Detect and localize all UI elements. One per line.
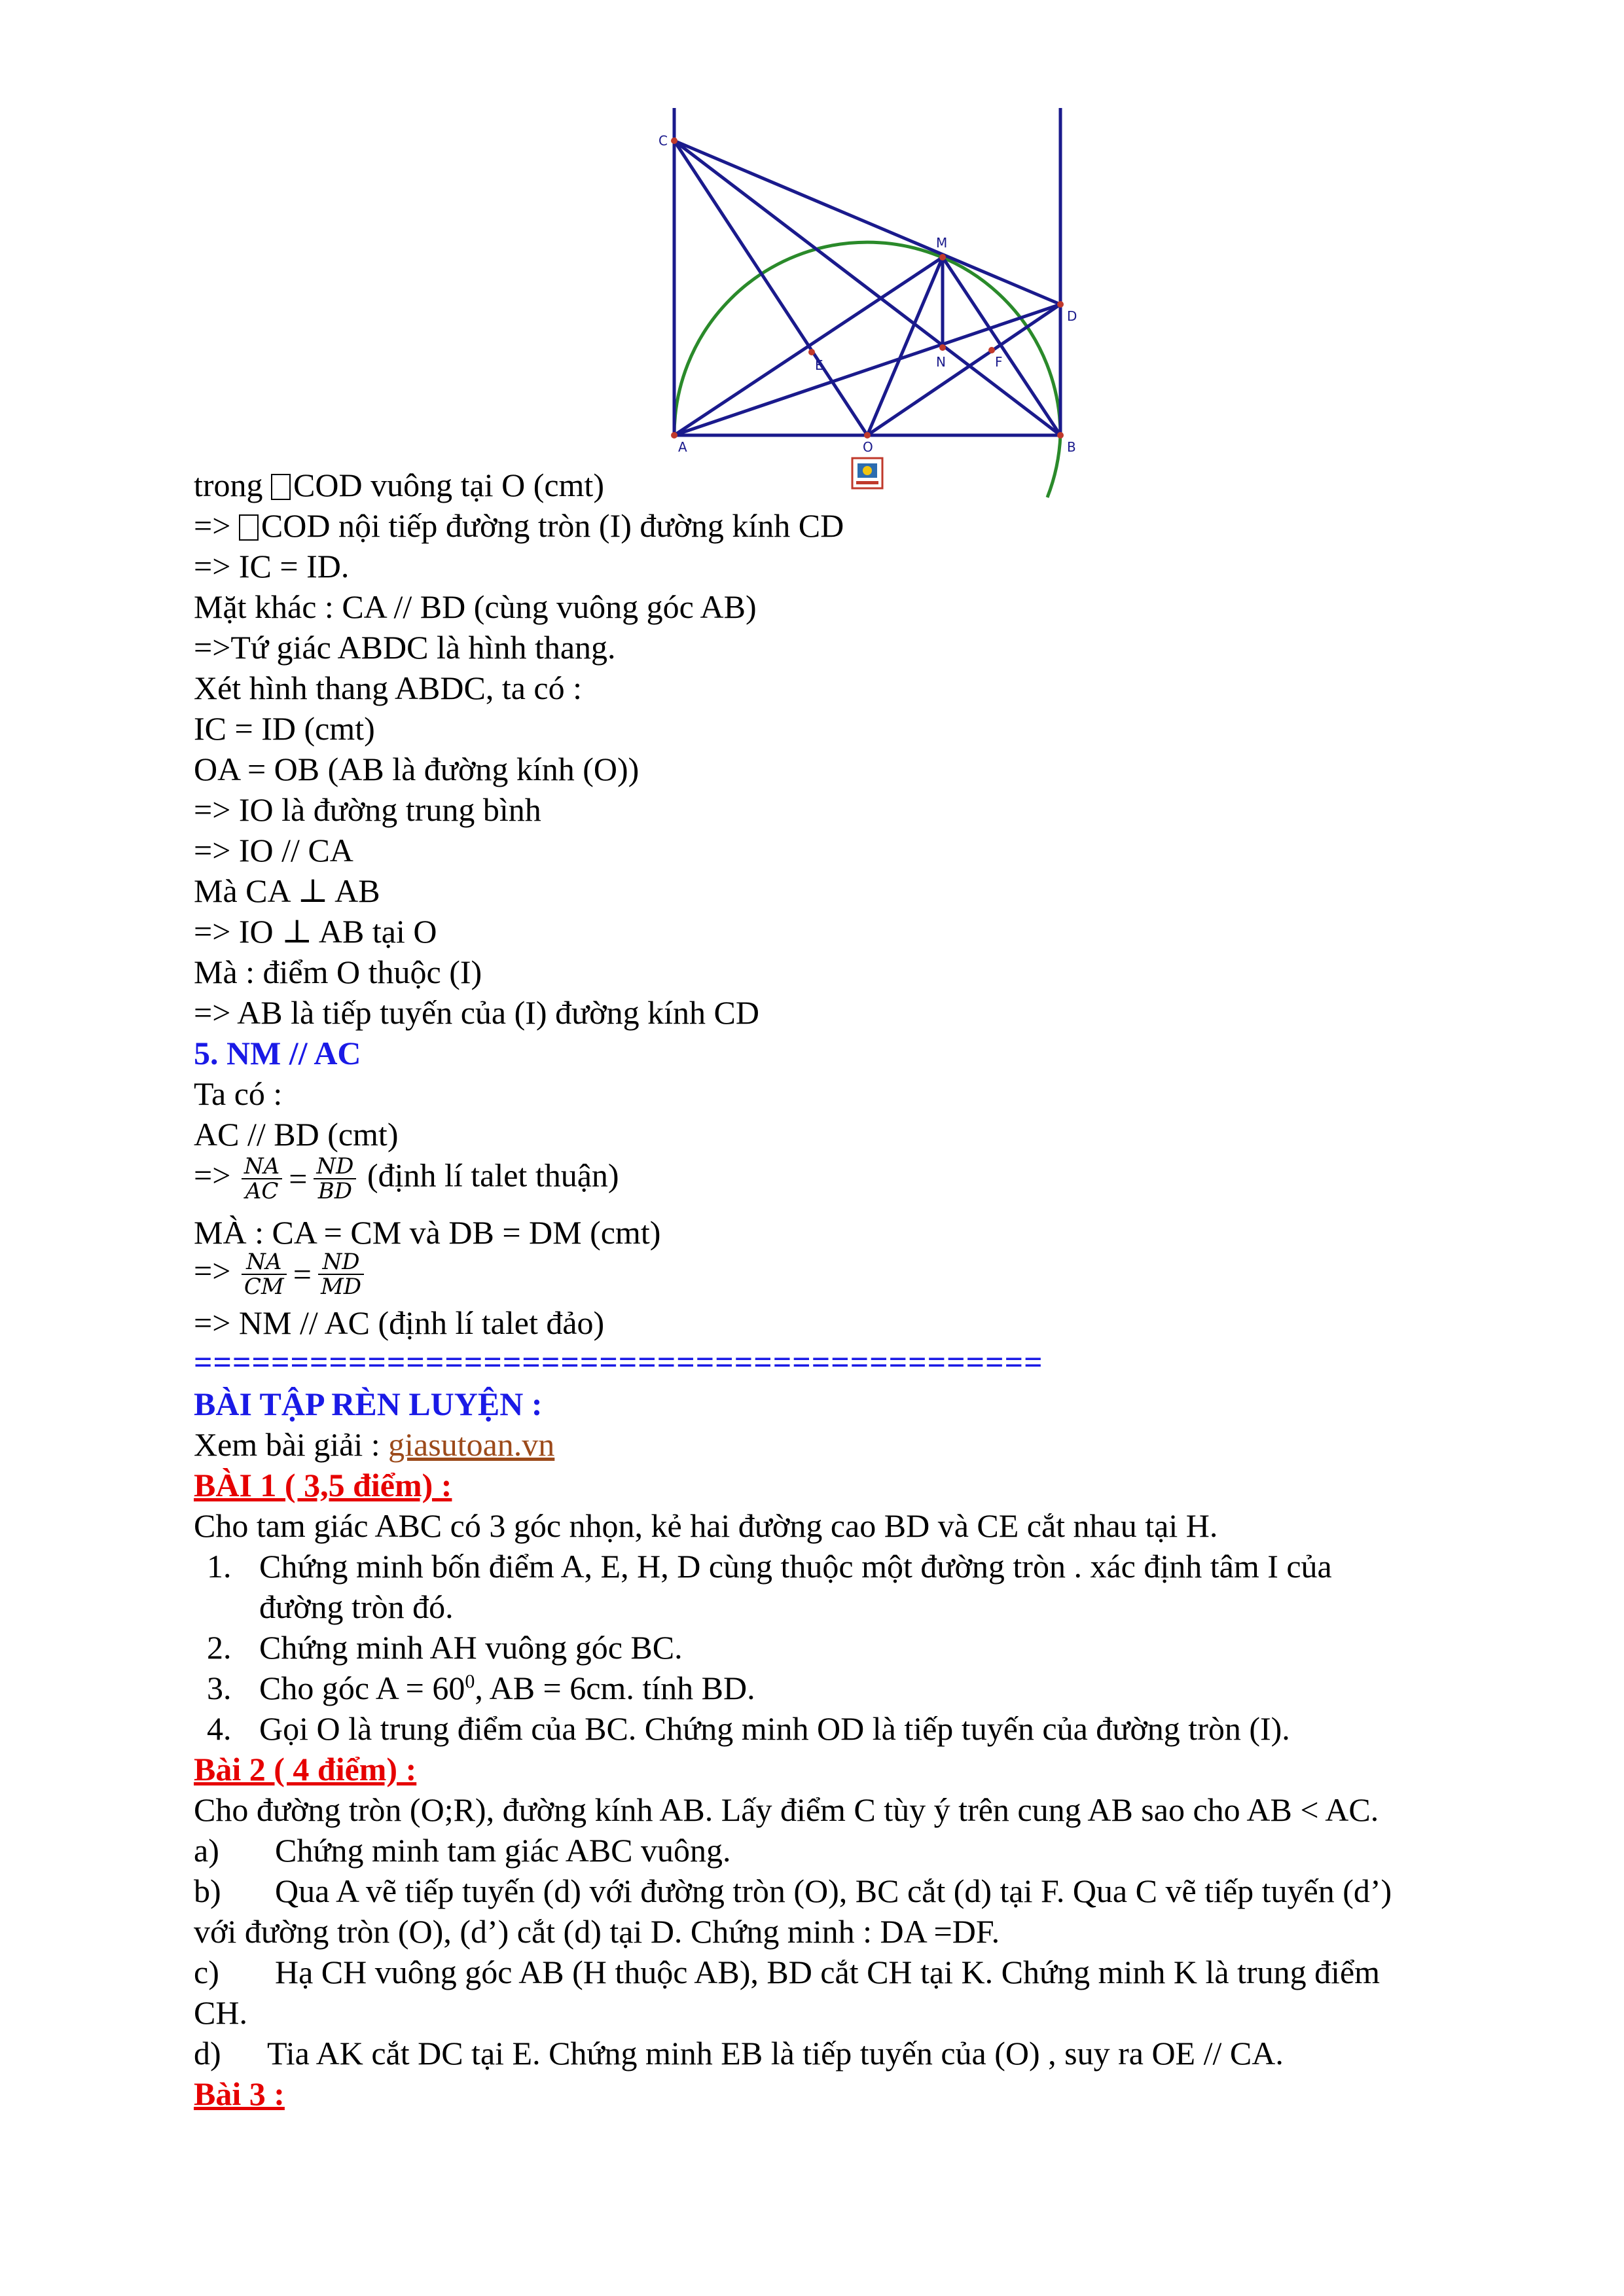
point-label-n: N <box>936 354 946 370</box>
segment-co <box>674 141 867 435</box>
bai2-item-b-cont: với đường tròn (O), (d’) cắt (d) tại D. Chứng minh : DA =DF. <box>194 1913 1000 1950</box>
geometry-diagram <box>655 105 1087 504</box>
point-label-o: O <box>863 439 873 455</box>
bai2-item-c-cont: CH. <box>194 1994 247 2031</box>
proof-line-5: =>Tứ giác ABDC là hình thang. <box>194 629 616 666</box>
proof-line-1: trong COD vuông tại O (cmt) <box>194 467 604 503</box>
solution-link[interactable]: giasutoan.vn <box>388 1426 555 1463</box>
segment-cd <box>674 141 1060 304</box>
segment-ad <box>674 304 1060 435</box>
part5-line-4: MÀ : CA = CM và DB = DM (cmt) <box>194 1214 661 1251</box>
geometry-figure <box>655 105 1087 504</box>
segment-am <box>674 257 943 435</box>
part5-line-1: Ta có : <box>194 1075 283 1112</box>
fraction-na-ac: $\frac{NA}{AC}$ <box>242 1155 282 1203</box>
bai1-intro: Cho tam giác ABC có 3 góc nhọn, kẻ hai đường cao BD và CE cắt nhau tại H. <box>194 1507 1218 1544</box>
bai2-title: Bài 2 ( 4 điểm) : <box>194 1751 417 1787</box>
proof-line-4: Mặt khác : CA // BD (cùng vuông góc AB) <box>194 588 757 625</box>
point-label-c: C <box>659 133 668 149</box>
proof-line-2: => COD nội tiếp đường tròn (I) đường kính CD <box>194 507 844 544</box>
logo-icon <box>852 458 882 488</box>
bai2-item-b: b) Qua A vẽ tiếp tuyến (d) với đường tròn (O), BC cắt (d) tại F. Qua C vẽ tiếp tuyến (d’) <box>194 1873 1392 1909</box>
part5-fraction-line-1: => $\frac{NA}{AC}$ = $\frac{ND}{BD}$ (định lí talet thuận) <box>194 1153 619 1204</box>
part5-line-6: => NM // AC (định lí talet đảo) <box>194 1304 605 1341</box>
bai3-title: Bài 3 : <box>194 2075 285 2112</box>
proof-line-7: IC = ID (cmt) <box>194 710 375 747</box>
point-label-d: D <box>1067 308 1077 324</box>
bai1-item-4: 4. Gọi O là trung điểm của BC. Chứng minh OD là tiếp tuyến của đường tròn (I). <box>207 1710 1290 1747</box>
bai1-item-1: 1. Chứng minh bốn điểm A, E, H, D cùng thuộc một đường tròn . xác định tâm I của <box>207 1548 1332 1585</box>
bai1-item-2: 2. Chứng minh AH vuông góc BC. <box>207 1629 683 1666</box>
part5-fraction-line-2: => $\frac{NA}{CM}$ = $\frac{ND}{MD}$ <box>194 1250 367 1299</box>
proof-line-3: => IC = ID. <box>194 548 350 584</box>
proof-line-8: OA = OB (AB là đường kính (O)) <box>194 751 640 787</box>
triangle-symbol-box <box>271 474 291 500</box>
proof-line-11: Mà CA ⊥ AB <box>194 872 380 909</box>
proof-line-10: => IO // CA <box>194 832 353 869</box>
separator: ============================================ <box>194 1344 1043 1380</box>
triangle-symbol-box <box>239 514 259 541</box>
point-label-f: F <box>995 354 1003 370</box>
part5-heading: 5. NM // AC <box>194 1035 361 1071</box>
bai2-item-d: d) Tia AK cắt DC tại E. Chứng minh EB là tiếp tuyến của (O) , suy ra OE // CA. <box>194 2035 1284 2072</box>
proof-line-12: => IO ⊥ AB tại O <box>194 913 437 950</box>
point-label-m: M <box>936 235 948 251</box>
bai1-item-3: 3. Cho góc $A = 60^0$, AB = 6cm. tính BD. <box>207 1670 755 1706</box>
bai1-item-1-cont: đường tròn đó. <box>259 1588 454 1625</box>
fraction-nd-md: $\frac{ND}{MD}$ <box>318 1250 364 1299</box>
circle-o-arc-lower-right <box>1047 435 1060 497</box>
proof-line-14: => AB là tiếp tuyến của (I) đường kính CD <box>194 994 759 1031</box>
part5-line-2: AC // BD (cmt) <box>194 1116 399 1153</box>
bai1-title: BÀI 1 ( 3,5 điểm) : <box>194 1467 452 1503</box>
point-label-b: B <box>1067 439 1076 455</box>
point-label-e: E <box>815 357 823 373</box>
fraction-na-cm: $\frac{NA}{CM}$ <box>242 1250 287 1299</box>
bai2-item-a: a) Chứng minh tam giác ABC vuông. <box>194 1832 731 1869</box>
proof-line-9: => IO là đường trung bình <box>194 791 541 828</box>
segment-mb <box>943 257 1060 435</box>
point-label-a: A <box>678 439 687 455</box>
proof-line-13: Mà : điểm O thuộc (I) <box>194 954 482 990</box>
proof-line-6: Xét hình thang ABDC, ta có : <box>194 670 582 706</box>
circle-o-arc <box>674 242 1060 435</box>
exercises-heading: BÀI TẬP RÈN LUYỆN : <box>194 1386 543 1422</box>
see-solution-line: Xem bài giải : giasutoan.vn <box>194 1426 555 1463</box>
bai2-item-c: c) Hạ CH vuông góc AB (H thuộc AB), BD cắt CH tại K. Chứng minh K là trung điểm <box>194 1954 1380 1990</box>
bai2-intro: Cho đường tròn (O;R), đường kính AB. Lấy điểm C tùy ý trên cung AB sao cho AB < AC. <box>194 1791 1379 1828</box>
segment-cb <box>674 141 1060 435</box>
fraction-nd-bd: $\frac{ND}{BD}$ <box>314 1155 356 1203</box>
